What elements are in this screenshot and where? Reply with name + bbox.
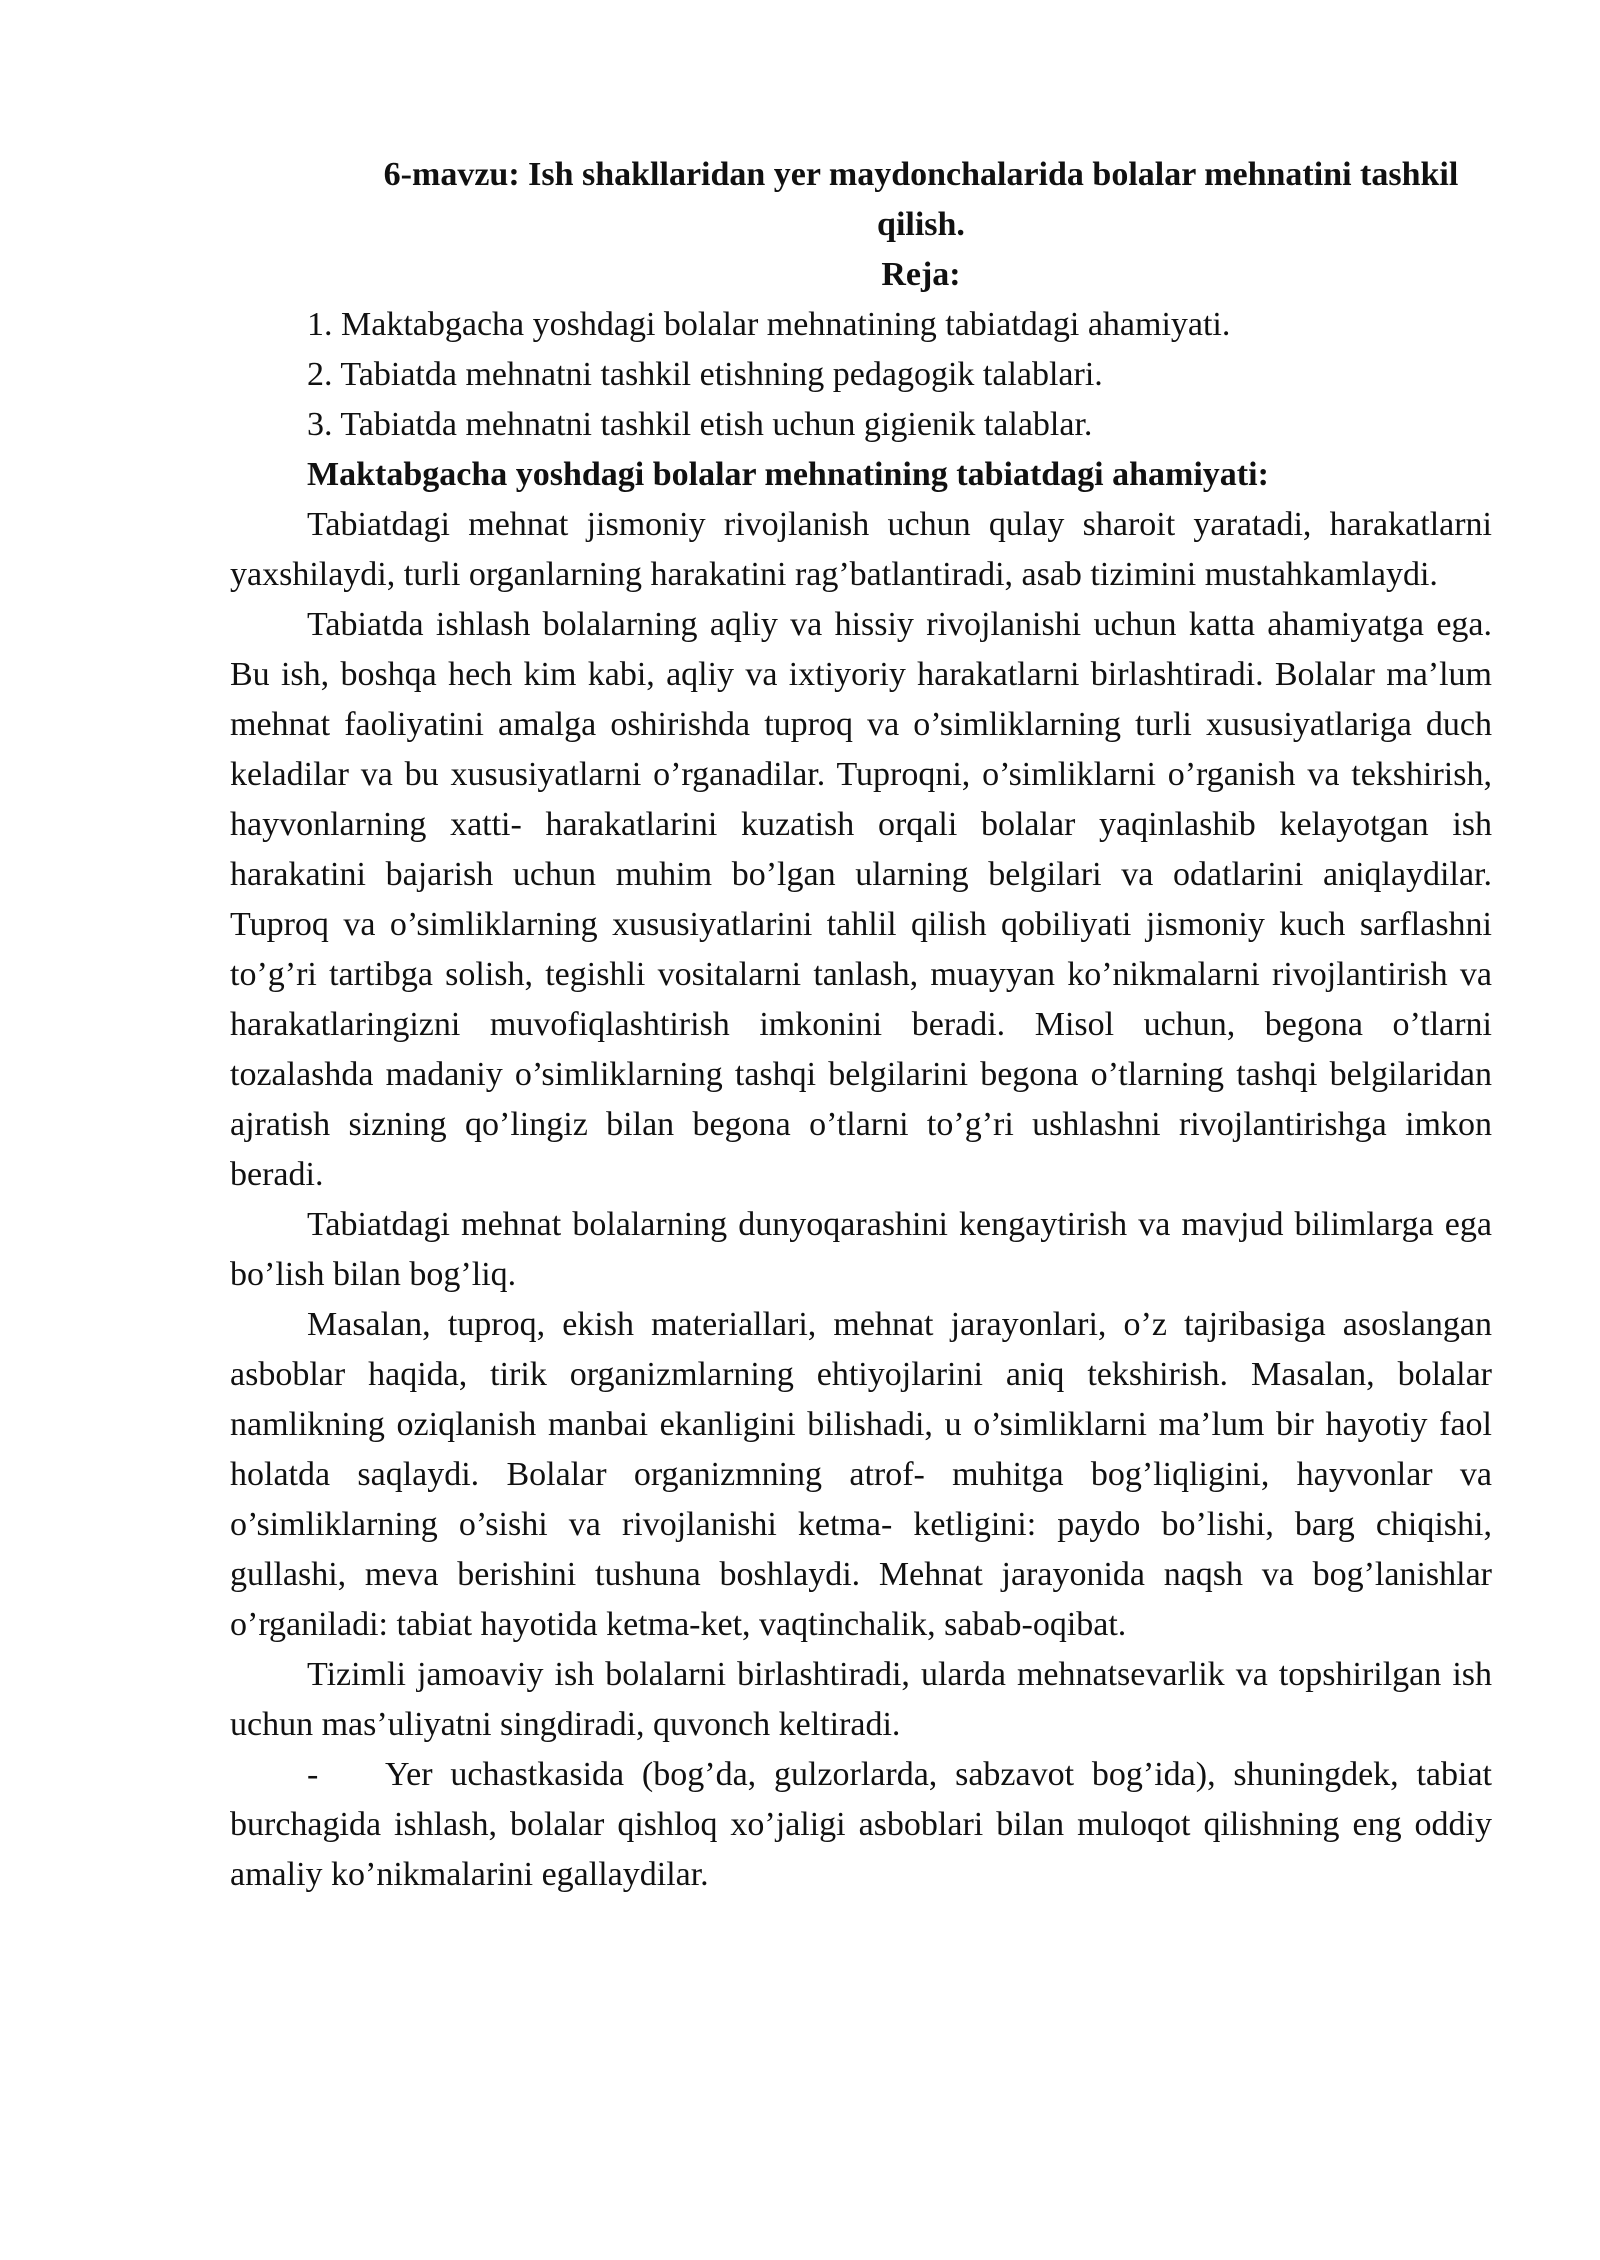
body-paragraph: Tabiatdagi mehnat bolalarning dunyoqarashini kengaytirish va mavjud bilimlarga ega bo’lish bilan bog’liq. [230, 1206, 1492, 1293]
plan-item: 1. Maktabgacha yoshdagi bolalar mehnatining tabiatdagi ahamiyati. [307, 306, 1231, 343]
plan-item: 2. Tabiatda mehnatni tashkil etishning pedagogik talablari. [307, 356, 1103, 393]
plan-list [230, 300, 1492, 450]
plan-heading: Reja: [881, 256, 961, 293]
dash-marker: - [307, 1756, 319, 1793]
body-paragraph: Tabiatdagi mehnat jismoniy rivojlanish uchun qulay sharoit yaratadi, harakatlarni yaxshilaydi, turli organlarning harakatini rag’batlantiradi, asab tizimini mustahkamlaydi. [230, 506, 1492, 593]
dash-list-item [230, 1750, 1492, 1900]
dash-item-text: Yer uchastkasida (bog’da, gulzorlarda, sabzavot bog’ida), shuningdek, tabiat burchagida ishlash, bolalar qishloq xo’jaligi asboblari bilan muloqot qilishning eng oddiy amaliy ko’nikmalarini egallaydilar. [230, 1756, 1492, 1893]
plan-item: 3. Tabiatda mehnatni tashkil etish uchun gigienik talablar. [307, 406, 1093, 443]
body-paragraph: Tabiatda ishlash bolalarning aqliy va hissiy rivojlanishi uchun katta ahamiyatga ega. Bu ish, boshqa hech kim kabi, aqliy va ixtiyoriy harakatlarni birlashtiradi. Bolalar ma’lum mehnat faoliyatini amalga oshirishda tuproq va o’simliklarning turli xususiyatlariga duch keladilar va bu xususiyatlarni o’rganadilar. Tuproqni, o’simliklarni o’rganish va tekshirish, hayvonlarning xatti- harakatlarini kuzatish orqali bolalar yaqinlashib kelayotgan ish harakatini bajarish uchun muhim bo’lgan ularning belgilari va odatlarini aniqlaydilar. Tuproq va o’simliklarning xususiyatlarini tahlil qilish qobiliyati jismoniy kuch sarflashni to’g’ri tartibga solish, tegishli vositalarni tanlash, muayyan ko’nikmalarni rivojlantirish va harakatlaringizni muvofiqlashtirish imkonini beradi. Misol uchun, begona o’tlarni tozalashda madaniy o’simliklarning tashqi belgilarini begona o’tlarning tashqi belgilaridan ajratish sizning qo’lingiz bilan begona o’tlarni to’g’ri ushlashni rivojlantirishga imkon beradi. [230, 606, 1492, 1193]
document-title: 6-mavzu: Ish shakllaridan yer maydonchalarida bolalar mehnatini tashkil qilish. [383, 156, 1459, 243]
body-paragraph: Tizimli jamoaviy ish bolalarni birlashtiradi, ularda mehnatsevarlik va topshirilgan ish uchun mas’uliyatni singdiradi, quvonch keltiradi. [230, 1656, 1492, 1743]
body-paragraph: Masalan, tuproq, ekish materiallari, mehnat jarayonlari, o’z tajribasiga asoslangan asboblar haqida, tirik organizmlarning ehtiyojlarini aniq tekshirish. Masalan, bolalar namlikning oziqlanish manbai ekanligini bilishadi, u o’simliklarni ma’lum bir hayotiy faol holatda saqlaydi. Bolalar organizmning atrof- muhitga bog’liqligini, hayvonlar va o’simliklarning o’sishi va rivojlanishi ketma- ketligini: paydo bo’lishi, barg chiqishi, gullashi, meva berishini tushuna boshlaydi. Mehnat jarayonida naqsh va bog’lanishlar o’rganiladi: tabiat hayotida ketma-ket, vaqtinchalik, sabab-oqibat. [230, 1306, 1492, 1643]
document-page [230, 150, 1492, 1900]
section-heading: Maktabgacha yoshdagi bolalar mehnatining tabiatdagi ahamiyati: [307, 456, 1269, 493]
